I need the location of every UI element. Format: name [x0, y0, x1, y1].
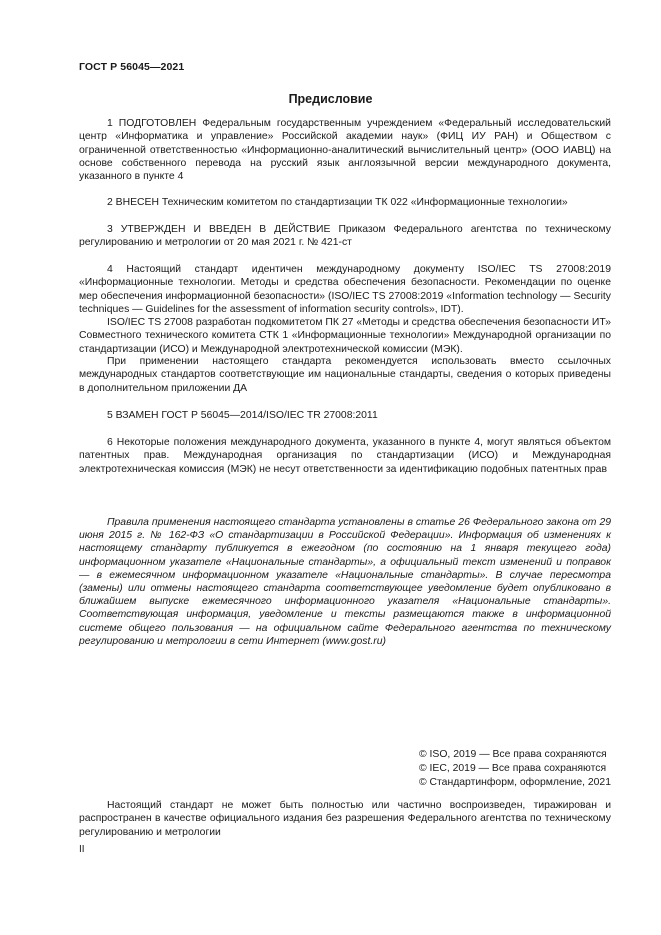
- reprint-notice: Настоящий стандарт не может быть полностью или частично воспроизведен, тиражирован и распространен в качестве официального издания без разрешения Федерального агентства по техническому регулированию и метрологии: [79, 800, 611, 838]
- copyright-standartinform: © Стандартинформ, оформление, 2021: [418, 777, 611, 788]
- copyright-iec: © IEC, 2019 — Все права сохраняются: [418, 763, 607, 774]
- paragraph-6-patents: 6 Некоторые положения международного документа, указанного в пункте 4, могут являться объектом патентных прав. Международная организация по стандартизации (ИСО) и Международная электротехническая комиссия (МЭК) не несут ответственности за идентификацию подобных патентных прав: [79, 437, 611, 475]
- paragraph-3-approved: 3 УТВЕРЖДЕН И ВВЕДЕН В ДЕЙСТВИЕ Приказом Федерального агентства по техническому регулированию и метрологии от 20 мая 2021 г. № 421-ст: [79, 224, 611, 249]
- paragraph-4-developer: ISO/IEC TS 27008 разработан подкомитетом ПК 27 «Методы и средства обеспечения безопасности ИТ» Совместного технического комитета СТК 1 «Информационные технологии» Международной организации по стандартизации (ИСО) и Международной электротехнической комиссии (МЭК).: [79, 317, 611, 355]
- page-number: II: [79, 844, 85, 855]
- paragraph-2-introduced: 2 ВНЕСЕН Техническим комитетом по стандартизации ТК 022 «Информационные технологии»: [107, 197, 568, 208]
- copyright-block: [419, 748, 611, 790]
- paragraph-4-references: При применении настоящего стандарта рекомендуется использовать вместо ссылочных международных стандартов соответствующие им национальные стандарты, сведения о которых приведены в дополнительном приложении ДА: [79, 356, 611, 394]
- paragraph-4-identical: 4 Настоящий стандарт идентичен международному документу ISO/IEC TS 27008:2019 «Информационные технологии. Методы и средства обеспечения безопасности. Рекомендации по оценке мер обеспечения информационной безопасности» (ISO/IEC TS 27008:2019 «Information technology — Security techniques — Guidelines for the assessment of information security controls», IDT).: [79, 264, 611, 315]
- document-code: ГОСТ Р 56045—2021: [79, 61, 185, 73]
- section-title: Предисловие: [288, 92, 373, 106]
- application-rules-notice: Правила применения настоящего стандарта установлены в статье 26 Федерального закона от 29 июня 2015 г. № 162-ФЗ «О стандартизации в Российской Федерации». Информация об изменениях к настоящему стандарту публикуется в ежегодном (по состоянию на 1 января текущего года) информационном указателе «Национальные стандарты», а официальный текст изменений и поправок — в ежемесячном информационном указателе «Национальные стандарты». В случае пересмотра (замены) или отмены настоящего стандарта соответствующее уведомление будет опубликовано в ближайшем выпуске ежемесячного информационного указателя «Национальные стандарты». Соответствующая информация, уведомление и тексты размещаются также в информационной системе общего пользования — на официальном сайте Федерального агентства по техническому регулированию и метрологии в сети Интернет (www.gost.ru): [79, 517, 611, 647]
- paragraph-1-prepared: 1 ПОДГОТОВЛЕН Федеральным государственным учреждением «Федеральный исследовательский центр «Информатика и управление» Российской академии наук» (ФИЦ ИУ РАН) и Обществом с ограниченной ответственностью «Информационно-аналитический вычислительный центр» (ООО ИАВЦ) на основе собственного перевода на русский язык англоязычной версии международного документа, указанного в пункте 4: [79, 118, 611, 183]
- copyright-iso: © ISO, 2019 — Все права сохраняются: [418, 749, 607, 760]
- paragraph-5-replaces: 5 ВЗАМЕН ГОСТ Р 56045—2014/ISO/IEC TR 27008:2011: [107, 410, 378, 421]
